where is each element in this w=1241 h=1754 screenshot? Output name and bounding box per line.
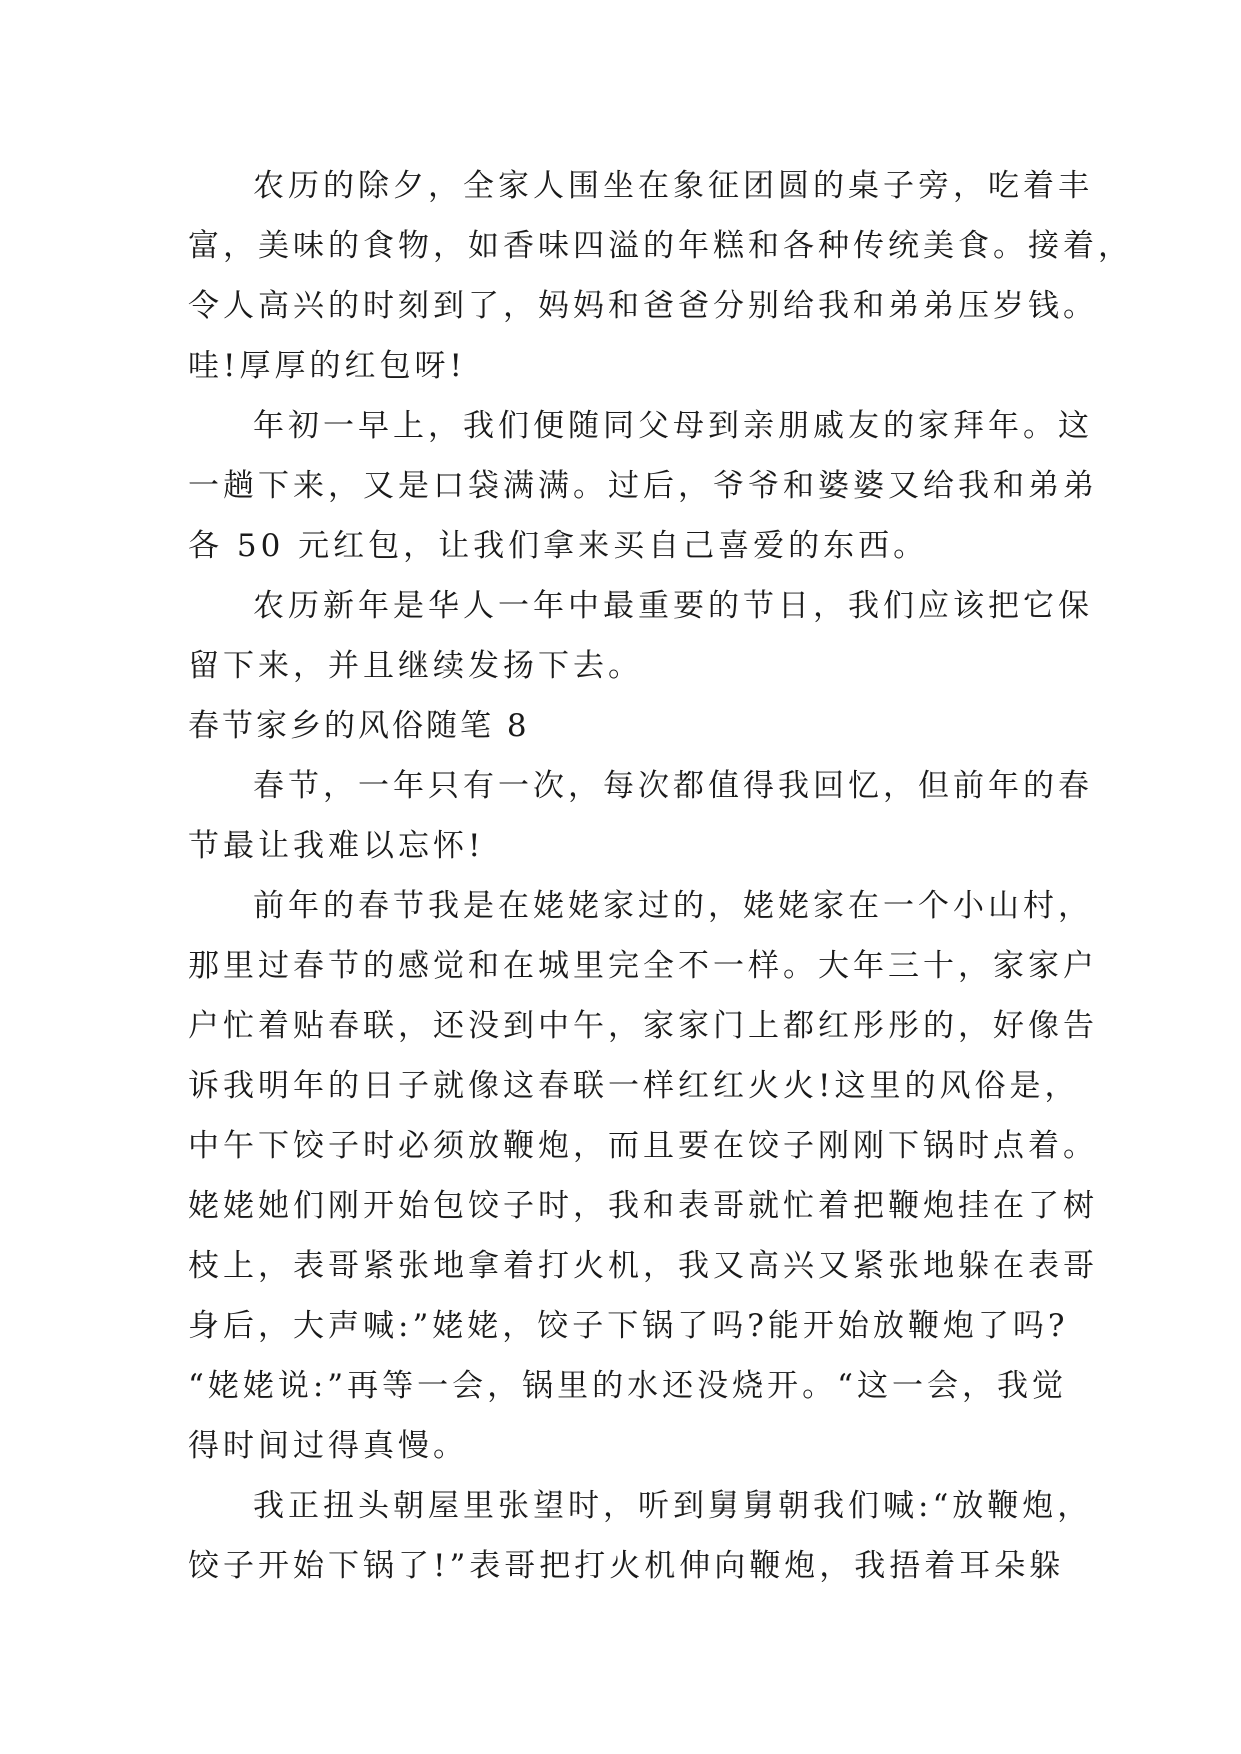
text-line: 诉我明年的日子就像这春联一样红红火火!这里的风俗是，: [188, 1068, 1080, 1104]
text-line: 令人高兴的时刻到了，妈妈和爸爸分别给我和弟弟压岁钱。: [188, 288, 1098, 324]
text-line: 节最让我难以忘怀!: [188, 828, 485, 864]
text-line: 中午下饺子时必须放鞭炮，而且要在饺子刚刚下锅时点着。: [188, 1128, 1098, 1164]
text-line: 我正扭头朝屋里张望时，听到舅舅朝我们喊:“放鞭炮，: [253, 1488, 1093, 1524]
text-line: 哇!厚厚的红包呀!: [188, 348, 466, 384]
text-line: 留下来，并且继续发扬下去。: [188, 648, 643, 684]
text-line: 那里过春节的感觉和在城里完全不一样。大年三十，家家户: [188, 948, 1098, 984]
text-line: 各 50 元红包，让我们拿来买自己喜爱的东西。: [188, 528, 929, 564]
document-body: [188, 156, 1133, 1596]
text-line: 饺子开始下锅了!”表哥把打火机伸向鞭炮，我捂着耳朵躲: [188, 1548, 1065, 1584]
text-line: 一趟下来，又是口袋满满。过后，爷爷和婆婆又给我和弟弟: [188, 468, 1098, 504]
text-line: 年初一早上，我们便随同父母到亲朋戚友的家拜年。这: [253, 408, 1093, 444]
text-line: 富，美味的食物，如香味四溢的年糕和各种传统美食。接着，: [188, 228, 1133, 264]
text-line: “姥姥说:”再等一会，锅里的水还没烧开。“这一会，我觉: [188, 1368, 1067, 1404]
text-line: 得时间过得真慢。: [188, 1428, 468, 1464]
text-line: 农历新年是华人一年中最重要的节日，我们应该把它保: [253, 588, 1093, 624]
text-line: 姥姥她们刚开始包饺子时，我和表哥就忙着把鞭炮挂在了树: [188, 1188, 1098, 1224]
text-line: 前年的春节我是在姥姥家过的，姥姥家在一个小山村，: [253, 888, 1093, 924]
text-line: 户忙着贴春联，还没到中午，家家门上都红彤彤的，好像告: [188, 1008, 1098, 1044]
text-line: 身后，大声喊:”姥姥，饺子下锅了吗?能开始放鞭炮了吗?: [188, 1308, 1069, 1344]
section-heading: 春节家乡的风俗随笔 8: [188, 708, 530, 744]
text-line: 春节，一年只有一次，每次都值得我回忆，但前年的春: [253, 768, 1093, 804]
text-line: 枝上，表哥紧张地拿着打火机，我又高兴又紧张地躲在表哥: [188, 1248, 1098, 1284]
text-line: 农历的除夕，全家人围坐在象征团圆的桌子旁，吃着丰: [253, 168, 1093, 204]
